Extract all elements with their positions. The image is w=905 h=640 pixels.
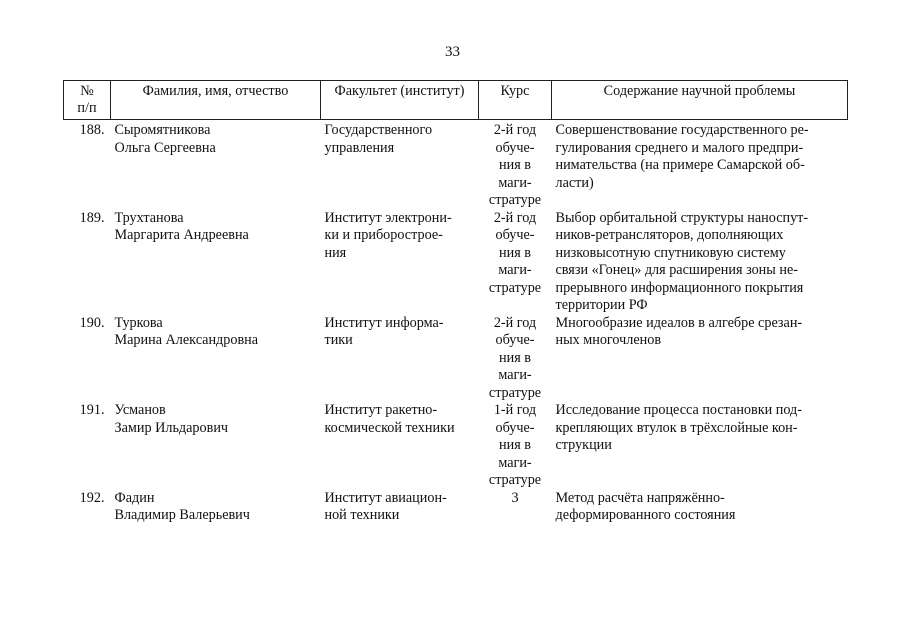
row-number-text: 191.	[79, 402, 105, 418]
course-line: 2-й год	[493, 122, 537, 138]
faculty-line: ной техники	[324, 507, 400, 523]
person-surname: Усманов	[114, 402, 166, 418]
faculty-cell	[321, 315, 479, 403]
row-number	[64, 490, 111, 525]
course-line: ния в	[499, 349, 531, 366]
header-course: Курс	[479, 81, 552, 120]
person-name	[111, 210, 321, 315]
person-name	[111, 490, 321, 525]
header-num	[64, 81, 111, 120]
course-line: обуче-	[495, 139, 535, 156]
person-given-names: Ольга Сергеевна	[114, 139, 216, 156]
header-num-line-2: п/п	[77, 100, 97, 116]
table-row	[64, 402, 848, 490]
course-line: ния в	[499, 437, 531, 453]
course-line: маги-	[498, 174, 532, 191]
topic-cell	[552, 402, 848, 490]
students-table	[63, 80, 848, 525]
faculty-line: тики	[324, 332, 353, 348]
person-given-names: Марина Александровна	[114, 332, 259, 348]
topic-line: связи «Гонец» для расширения зоны не-	[555, 262, 798, 278]
course-line: 2-й год	[493, 314, 537, 331]
topic-line: ласти)	[555, 174, 594, 191]
table-row	[64, 120, 848, 210]
table-row	[64, 210, 848, 315]
person-given-names: Замир Ильдарович	[114, 419, 229, 436]
topic-cell	[552, 210, 848, 315]
course-cell	[479, 490, 552, 525]
faculty-cell	[321, 402, 479, 490]
topic-line: Многообразие идеалов в алгебре срезан-	[555, 314, 803, 331]
faculty-line: Государственного	[324, 122, 433, 138]
page-number: 33	[445, 44, 460, 60]
person-given-names: Маргарита Андреевна	[114, 227, 249, 243]
header-name: Фамилия, имя, отчество	[111, 81, 321, 120]
course-cell	[479, 402, 552, 490]
faculty-line: Институт информа-	[324, 314, 444, 331]
topic-cell	[552, 490, 848, 525]
faculty-line: Институт авиацион-	[324, 489, 447, 506]
faculty-cell	[321, 210, 479, 315]
table-row	[64, 315, 848, 403]
course-line: стратуре	[488, 384, 542, 401]
header-faculty: Факультет (институт)	[321, 81, 479, 120]
faculty-cell	[321, 490, 479, 525]
topic-line: Совершенствование государственного ре-	[555, 122, 809, 138]
topic-cell	[552, 315, 848, 403]
faculty-line: Институт ракетно-	[324, 402, 438, 418]
topic-line: гулирования среднего и малого предпри-	[555, 139, 804, 156]
row-number	[64, 315, 111, 403]
person-surname: Туркова	[114, 314, 163, 331]
course-line: стратуре	[488, 192, 542, 208]
person-surname: Фадин	[114, 489, 155, 506]
course-line: ния в	[499, 244, 531, 261]
faculty-cell	[321, 120, 479, 210]
topic-line: струкции	[555, 437, 612, 453]
course-line: маги-	[498, 367, 532, 383]
person-surname: Трухтанова	[114, 209, 184, 226]
course-line: 3	[511, 489, 519, 506]
course-line: 1-й год	[493, 402, 537, 418]
person-name	[111, 402, 321, 490]
course-line: 2-й год	[493, 209, 537, 226]
table-header	[64, 81, 848, 120]
topic-line: Выбор орбитальной структуры наноспут-	[555, 209, 809, 226]
course-cell	[479, 120, 552, 210]
topic-line: ников-ретрансляторов, дополняющих	[555, 227, 784, 243]
course-line: стратуре	[488, 279, 542, 296]
header-num-line-1: №	[80, 83, 94, 99]
row-number-text: 190.	[79, 314, 105, 331]
row-number	[64, 402, 111, 490]
course-line: стратуре	[488, 472, 542, 488]
course-line: маги-	[498, 454, 532, 471]
table-body	[64, 120, 848, 525]
course-line: маги-	[498, 262, 532, 278]
topic-line: Метод расчёта напряжённо-	[555, 489, 725, 506]
table-row	[64, 490, 848, 525]
topic-line: нимательства (на примере Самарской об-	[555, 157, 805, 173]
topic-line: ных многочленов	[555, 332, 662, 348]
row-number-text: 189.	[79, 209, 105, 226]
topic-line: крепляющих втулок в трёхслойные кон-	[555, 419, 798, 436]
faculty-line: ки и приборострое-	[324, 227, 443, 243]
person-given-names: Владимир Валерьевич	[114, 507, 250, 523]
course-line: ния в	[499, 157, 531, 173]
person-name	[111, 315, 321, 403]
course-line: обуче-	[495, 227, 535, 243]
topic-line: Исследование процесса постановки под-	[555, 402, 802, 418]
course-cell	[479, 315, 552, 403]
person-surname: Сыромятникова	[114, 122, 211, 138]
person-name	[111, 120, 321, 210]
topic-line: деформированного состояния	[555, 507, 736, 523]
topic-line: прерывного информационного покрытия	[555, 279, 804, 296]
faculty-line: Институт электрони-	[324, 209, 452, 226]
topic-line: низковысотную спутниковую систему	[555, 244, 786, 261]
faculty-line: ния	[324, 244, 347, 261]
course-line: обуче-	[495, 419, 535, 436]
topic-line: территории РФ	[555, 297, 648, 313]
row-number	[64, 120, 111, 210]
faculty-line: управления	[324, 139, 395, 156]
header-topic: Содержание научной проблемы	[552, 81, 848, 120]
topic-cell	[552, 120, 848, 210]
course-cell	[479, 210, 552, 315]
row-number-text: 192.	[79, 489, 105, 506]
faculty-line: космической техники	[324, 419, 455, 436]
row-number-text: 188.	[79, 122, 105, 138]
row-number	[64, 210, 111, 315]
course-line: обуче-	[495, 332, 535, 348]
